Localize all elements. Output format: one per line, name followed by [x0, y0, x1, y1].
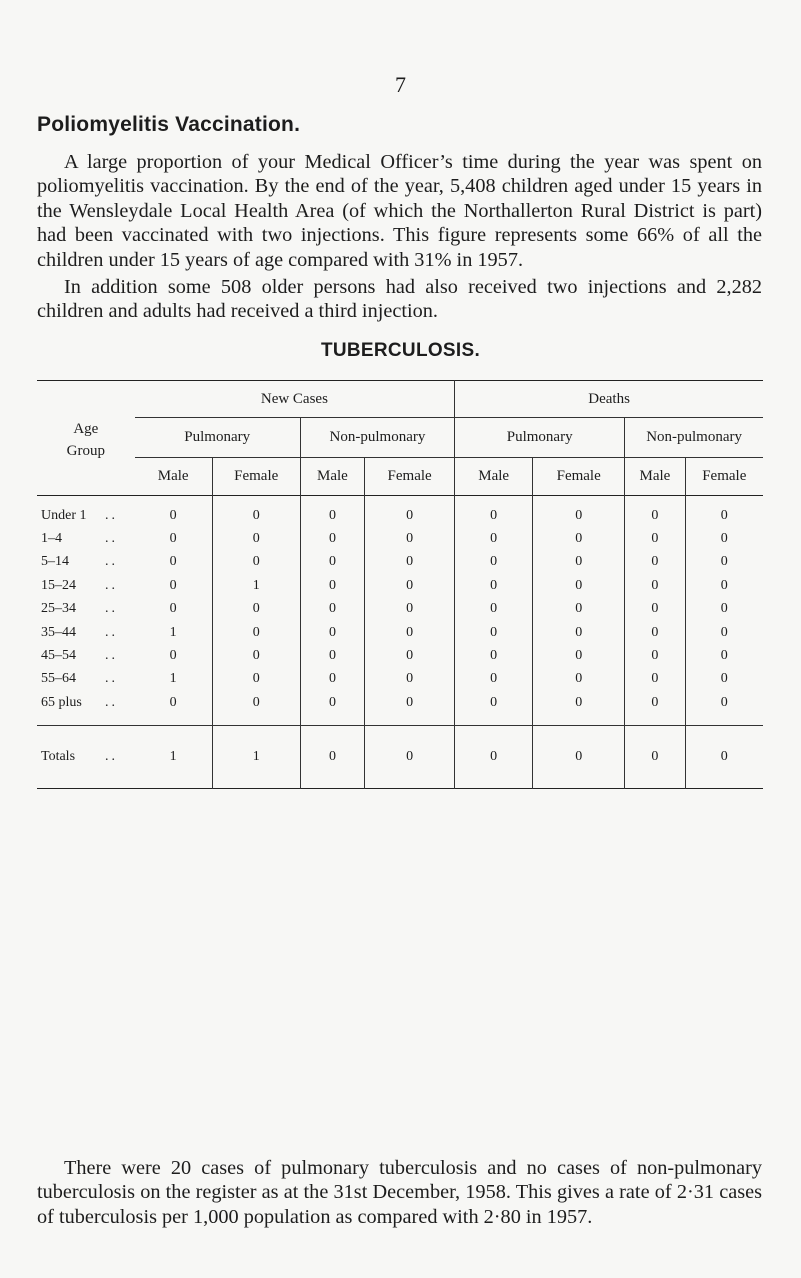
table-row [37, 527, 763, 550]
age-group-header [37, 381, 135, 496]
table-cell: 0 [212, 551, 300, 574]
spacer-cell [625, 715, 685, 726]
table-cell: 0 [365, 644, 455, 667]
polio-paragraph-2: In addition some 508 older persons had also received two injections and 2,282 children and adults had received a third injection. [37, 276, 762, 323]
tuberculosis-paragraph: There were 20 cases of pulmonary tuberculosis and no cases of non-pulmonary tuberculosis on the register as at the 31st December, 1958. This gives a rate of 2·31 cases of tuberculosis per 1,000 population as compared with 2·80 in 1957. [37, 1157, 762, 1228]
table-cell: 0 [365, 725, 455, 788]
table-cell: 0 [365, 621, 455, 644]
table-cell: 0 [455, 574, 533, 597]
table-cell: 0 [365, 668, 455, 691]
table-cell: 0 [300, 527, 364, 550]
table-cell: 0 [533, 644, 625, 667]
totals-row [37, 725, 763, 788]
table-cell: 0 [625, 725, 685, 788]
table-cell: 0 [625, 621, 685, 644]
sex-header: Male [300, 458, 364, 496]
leader-dots: .. [105, 624, 118, 640]
page-number: 7 [395, 72, 406, 97]
age-group-label: 5–14 [41, 554, 69, 570]
table-row [37, 691, 763, 714]
table-row [37, 598, 763, 621]
table-cell: 0 [455, 725, 533, 788]
age-group-label: 45–54 [41, 648, 76, 664]
table-cell: 1 [212, 725, 300, 788]
age-group-cell [37, 527, 135, 550]
table-cell: 0 [455, 598, 533, 621]
table-row [37, 574, 763, 597]
leader-dots: .. [105, 648, 118, 664]
table-cell: 0 [169, 507, 177, 523]
age-group-label: 15–24 [41, 577, 76, 593]
leader-dots: .. [105, 577, 118, 593]
table-cell: 0 [685, 551, 763, 574]
age-group-cell [37, 691, 135, 714]
table-cell: 0 [685, 496, 763, 528]
age-group-cell [37, 574, 135, 597]
table-cell: 0 [212, 496, 300, 528]
age-group-cell [37, 598, 135, 621]
table-cell: 0 [685, 598, 763, 621]
table-cell: 0 [625, 574, 685, 597]
spacer-cell [212, 715, 300, 726]
age-group-label: 25–34 [41, 601, 76, 617]
leader-dots: .. [105, 531, 118, 547]
table-cell: 0 [212, 644, 300, 667]
spacer-cell [533, 715, 625, 726]
table-cell: 0 [300, 691, 364, 714]
age-group-label: Under 1 [41, 507, 87, 523]
table-cell: 0 [300, 644, 364, 667]
table-cell: 0 [365, 551, 455, 574]
table-cell: 0 [169, 554, 177, 570]
table-cell: 0 [300, 598, 364, 621]
table-cell: 0 [455, 496, 533, 528]
table-cell: 0 [169, 601, 177, 617]
new-cases-header: New Cases [135, 381, 455, 418]
table-cell: 0 [625, 644, 685, 667]
tuberculosis-table-body [37, 496, 763, 789]
age-group-label: 55–64 [41, 671, 76, 687]
leader-dots: .. [105, 671, 118, 687]
table-cell: 0 [455, 668, 533, 691]
table-cell: 0 [169, 577, 177, 593]
sex-header: Male [625, 458, 685, 496]
sex-header: Female [365, 458, 455, 496]
spacer-cell [300, 715, 364, 726]
sex-header: Female [533, 458, 625, 496]
sex-header: Female [212, 458, 300, 496]
deaths-header: Deaths [455, 381, 763, 418]
table-cell: 0 [685, 725, 763, 788]
age-group-cell [37, 551, 135, 574]
table-cell: 0 [365, 574, 455, 597]
tuberculosis-heading: TUBERCULOSIS. [320, 340, 481, 361]
leader-dots: .. [105, 694, 118, 710]
table-row [37, 621, 763, 644]
leader-dots: .. [105, 601, 118, 617]
tuberculosis-table [37, 380, 763, 789]
table-cell: 0 [300, 574, 364, 597]
age-group-cell [37, 621, 135, 644]
spacer-row [37, 715, 763, 726]
table-cell: 0 [455, 644, 533, 667]
table-cell: 0 [212, 668, 300, 691]
age-group-cell [37, 668, 135, 691]
table-cell: 0 [169, 531, 177, 547]
table-cell: 0 [455, 551, 533, 574]
deaths-non-pulmonary-header: Non-pulmonary [625, 418, 763, 458]
age-group-label: 65 plus [41, 694, 82, 710]
table-cell: 1 [212, 574, 300, 597]
table-cell: 0 [685, 668, 763, 691]
table-cell: 0 [685, 644, 763, 667]
table-cell: 0 [300, 725, 364, 788]
table-cell: 0 [455, 527, 533, 550]
table-cell: 0 [300, 496, 364, 528]
table-row [37, 496, 763, 528]
table-cell: 1 [169, 624, 177, 640]
table-cell: 0 [625, 527, 685, 550]
table-cell: 0 [300, 621, 364, 644]
table-cell: 0 [685, 691, 763, 714]
sex-header: Female [685, 458, 763, 496]
age-header-line2: Group [66, 443, 105, 459]
deaths-pulmonary-header: Pulmonary [455, 418, 625, 458]
table-cell: 0 [625, 496, 685, 528]
table-cell: 0 [533, 496, 625, 528]
table-cell: 0 [365, 496, 455, 528]
age-group-label: 1–4 [41, 531, 62, 547]
age-group-cell [37, 496, 135, 528]
table-cell: 0 [533, 621, 625, 644]
table-cell: 0 [365, 527, 455, 550]
table-cell: 0 [685, 574, 763, 597]
spacer-cell [135, 715, 213, 726]
table-cell: 0 [625, 668, 685, 691]
table-cell: 0 [365, 691, 455, 714]
table-cell: 0 [625, 598, 685, 621]
polio-heading: Poliomyelitis Vaccination. [37, 113, 301, 136]
table-cell: 0 [169, 694, 177, 710]
sex-header: Male [455, 458, 533, 496]
table-cell: 0 [533, 725, 625, 788]
polio-paragraph-1: A large proportion of your Medical Officer’s time during the year was spent on poliomyelitis vaccination. By the end of the year, 5,408 children aged under 15 years in the Wensleydale Local Health Area (of which the Northallerton Rural District is part) had been vaccinated with two injections. This figure represents some 66% of all the children under 15 years of age compared with 31% in 1957. [37, 151, 762, 271]
table-cell: 1 [135, 725, 213, 788]
table-cell: 0 [533, 574, 625, 597]
leader-dots: .. [105, 748, 118, 764]
table-cell: 0 [212, 691, 300, 714]
table-cell: 0 [533, 691, 625, 714]
table-cell: 0 [300, 668, 364, 691]
table-row [37, 644, 763, 667]
totals-label-cell [37, 725, 135, 788]
leader-dots: .. [105, 554, 118, 570]
table-cell: 0 [212, 598, 300, 621]
table-cell: 0 [625, 691, 685, 714]
table-row [37, 551, 763, 574]
table-row [37, 668, 763, 691]
table-cell: 1 [169, 671, 177, 687]
table-cell: 0 [455, 621, 533, 644]
table-cell: 0 [533, 668, 625, 691]
spacer-cell [37, 715, 135, 726]
table-cell: 0 [300, 551, 364, 574]
table-cell: 0 [212, 527, 300, 550]
table-cell: 0 [169, 648, 177, 664]
table-cell: 0 [533, 598, 625, 621]
table-cell: 0 [685, 621, 763, 644]
table-cell: 0 [533, 527, 625, 550]
table-cell: 0 [533, 551, 625, 574]
sex-header: Male [157, 468, 189, 484]
leader-dots: .. [105, 507, 118, 523]
table-cell: 0 [455, 691, 533, 714]
table-cell: 0 [212, 621, 300, 644]
age-group-cell [37, 644, 135, 667]
table-cell: 0 [365, 598, 455, 621]
new-non-pulmonary-header: Non-pulmonary [300, 418, 454, 458]
spacer-cell [685, 715, 763, 726]
spacer-cell [365, 715, 455, 726]
table-cell: 0 [625, 551, 685, 574]
totals-label: Totals [41, 748, 76, 764]
age-group-label: 35–44 [41, 624, 76, 640]
spacer-cell [455, 715, 533, 726]
new-pulmonary-header: Pulmonary [135, 418, 301, 458]
table-cell: 0 [685, 527, 763, 550]
age-header-line1: Age [73, 421, 99, 437]
